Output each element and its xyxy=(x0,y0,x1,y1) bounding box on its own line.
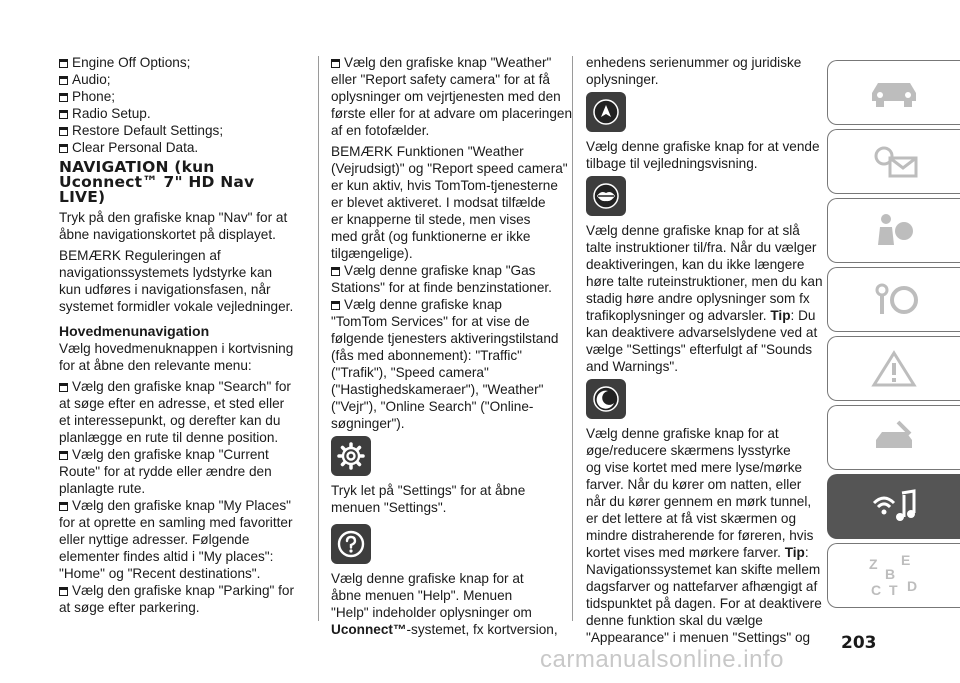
index-letters-icon xyxy=(859,551,929,601)
text-line: med gråt (og funktionerne er ikke xyxy=(331,229,531,244)
tip-label: Tip xyxy=(784,545,805,560)
paragraph xyxy=(586,222,823,375)
text-line: Route" for at rydde eller ændre den xyxy=(59,464,272,479)
text-line: systemet formidler vokale vejledninger. xyxy=(59,299,294,314)
text-line: stadig høre andre oplysninger som fx xyxy=(586,291,810,306)
column-divider xyxy=(318,56,319,621)
text-line: BEMÆRK Funktionen "Weather xyxy=(331,144,524,159)
paragraph xyxy=(586,138,818,172)
text-line: åbne menuen "Help". Menuen xyxy=(331,588,513,603)
key-steering-icon xyxy=(864,278,924,322)
paragraph xyxy=(59,209,299,243)
text-line: tilgængelige). xyxy=(331,246,413,261)
text-line: høre talte ruteinstruktioner, men du kan xyxy=(586,274,823,289)
text-line: et interessepunkt, og derefter kan du xyxy=(59,413,281,428)
text-line: ("Vejr"), "Online Search" ("Online- xyxy=(331,399,534,414)
text-line: planlægge en rute til denne position. xyxy=(59,430,279,445)
text-line: oplysninger. xyxy=(586,72,659,87)
text-line: første eller for at advare om placeringen xyxy=(331,106,573,121)
list-item: Engine Off Options; xyxy=(59,54,299,71)
text-line: (Vejrudsigt)" og "Report speed camera" xyxy=(331,161,568,176)
text-line: Vælg denne grafiske knap for at slå xyxy=(586,223,800,238)
list-item xyxy=(331,296,559,432)
text-line: Stations" for at finde benzinstationer. xyxy=(331,280,552,295)
column-middle xyxy=(331,54,573,638)
text-line: af en fotofælder. xyxy=(331,123,430,138)
text-line: at søge efter parkering. xyxy=(59,600,200,615)
text-line: "Appearance" i menuen "Settings" og xyxy=(586,630,811,645)
index-letter: T xyxy=(889,581,898,598)
settings-gear-icon xyxy=(331,436,371,476)
index-letter: Z xyxy=(869,555,878,572)
text-line: Tryk på den grafiske knap "Nav" for at xyxy=(59,210,288,225)
text-line: farver. Når du kører om natten, eller xyxy=(586,477,802,492)
day-night-moon-icon xyxy=(586,379,626,419)
text-line: er det lettere at få vist skærmen og xyxy=(586,511,797,526)
text-line: Vælg den grafiske knap "Parking" for xyxy=(59,582,299,599)
paragraph xyxy=(59,340,299,374)
text-line xyxy=(586,544,818,561)
tab-road-warning[interactable] xyxy=(827,336,960,401)
text-line: følgende tjenesters aktiveringstilstand xyxy=(331,331,559,346)
text-line: er blevet aktiveret. I modsat tilfælde xyxy=(331,195,546,210)
text-line: deaktiveringen, kan du ikke længere xyxy=(586,257,805,272)
navigation-arrow-icon xyxy=(586,92,626,132)
index-letter: B xyxy=(885,565,896,582)
text-line: BEMÆRK Reguleringen af xyxy=(59,248,221,263)
text-line: Navigationssystemet kan skifte mellem xyxy=(586,562,821,577)
text-line: "Help" indeholder oplysninger om xyxy=(331,605,532,620)
text-line: Vælg den grafiske knap "My Places" xyxy=(59,497,299,514)
paragraph xyxy=(586,54,818,88)
airbag-seat-icon xyxy=(864,209,924,253)
tab-wrench-car[interactable] xyxy=(827,405,960,470)
tab-index[interactable] xyxy=(827,543,960,608)
paragraph xyxy=(331,570,559,638)
text-line: kan deaktivere advarselslydene ved at xyxy=(586,325,818,340)
text-line: "TomTom Services" for at vise de xyxy=(331,314,530,329)
list-item: Audio; xyxy=(59,71,299,88)
road-warning-icon xyxy=(864,347,924,391)
brand-name: Uconnect™ xyxy=(331,622,407,637)
text-line: Vælg denne grafiske knap "Gas xyxy=(331,262,559,279)
text-line: Tryk let på "Settings" for at åbne xyxy=(331,483,526,498)
text-line: Vælg denne grafiske knap xyxy=(331,296,559,313)
text-line: tilbage til vejledningsvisning. xyxy=(586,156,758,171)
list-item xyxy=(59,582,299,616)
text-span: kortet vises med mørkere farver. xyxy=(586,545,781,560)
page-number: 203 xyxy=(841,633,877,653)
text-line: når du kører gennem en mørk tunnel, xyxy=(586,494,812,509)
index-letter: C xyxy=(871,581,882,598)
heading-line: Uconnect™ 7" HD Nav xyxy=(59,173,255,191)
text-line: oplysninger om vejrtjenesten med den xyxy=(331,89,561,104)
text-line: eller nyttige adresser. Følgende xyxy=(59,532,250,547)
text-line: og vise kortet med mere lyse/mørke xyxy=(586,460,803,475)
text-line: er knapperne til stede, men vises xyxy=(331,212,531,227)
tip-label: Tip xyxy=(770,308,791,323)
text-line: elementer findes altid i "My places": xyxy=(59,549,274,564)
text-line: eller "Report safety camera" for at få xyxy=(331,72,550,87)
text-line: åbne navigationskortet på displayet. xyxy=(59,227,276,242)
list-item xyxy=(331,262,559,296)
text-line: er kun aktiv, hvis TomTom-tjenesterne xyxy=(331,178,558,193)
text-line: tidspunktet på dagen. For at deaktivere xyxy=(586,596,822,611)
text-line: ("Trafik"), "Speed camera" xyxy=(331,365,489,380)
text-line: talte instruktioner til/fra. Når du vælger xyxy=(586,240,817,255)
text-line: menuen "Settings". xyxy=(331,500,447,515)
help-question-icon xyxy=(331,524,371,564)
tab-weather-mail[interactable] xyxy=(827,129,960,194)
text-line xyxy=(331,621,559,638)
text-line: søgninger"). xyxy=(331,416,405,431)
text-line: vælge "Settings" efterfulgt af "Sounds xyxy=(586,342,813,357)
tab-airbag-seat[interactable] xyxy=(827,198,960,263)
text-line: mindre distraherende for føreren, hvis xyxy=(586,528,814,543)
tab-key-steering[interactable] xyxy=(827,267,960,332)
weather-mail-icon xyxy=(864,140,924,184)
text-line: denne funktion skal du vælge xyxy=(586,613,763,628)
text-span: -systemet, fx kortversion, xyxy=(406,622,558,637)
heading-line: NAVIGATION (kun xyxy=(59,158,215,176)
chapter-tabs xyxy=(827,60,960,612)
paragraph xyxy=(586,425,822,646)
text-line: "Home" og "Recent destinations". xyxy=(59,566,261,581)
text-span: : Du xyxy=(790,308,816,323)
list-item: Phone; xyxy=(59,88,299,105)
section-heading-navigation xyxy=(59,160,299,205)
list-item: Restore Default Settings; xyxy=(59,122,299,139)
text-line: (fås med abonnement): "Traffic" xyxy=(331,348,522,363)
text-line: Vælg den grafiske knap "Weather" xyxy=(331,54,559,71)
text-span: : xyxy=(804,545,809,560)
text-line: Vælg den grafiske knap "Current xyxy=(59,446,299,463)
text-line: Vælg hovedmenuknappen i kortvisning xyxy=(59,341,294,356)
text-line: kun udføres i navigationsfasen, når xyxy=(59,282,271,297)
list-item xyxy=(59,446,299,497)
paragraph xyxy=(331,482,559,516)
list-item xyxy=(59,497,299,582)
car-icon xyxy=(864,73,924,113)
multimedia-icon xyxy=(864,485,924,529)
text-line: for at åbne den relevante menu: xyxy=(59,358,252,373)
text-line: enhedens serienummer og juridiske xyxy=(586,55,802,70)
text-line: Vælg denne grafiske knap for at xyxy=(331,571,524,586)
text-line xyxy=(586,307,818,324)
note-paragraph xyxy=(331,143,568,262)
index-letter: D xyxy=(907,577,918,594)
tab-multimedia[interactable] xyxy=(827,474,960,539)
subheading-main-menu: Hovedmenunavigation xyxy=(59,323,210,339)
note-paragraph xyxy=(59,247,299,315)
heading-line: LIVE) xyxy=(59,188,106,206)
text-line: planlagte rute. xyxy=(59,481,146,496)
text-line: navigationssystemets lydstyrke kan xyxy=(59,265,273,280)
index-letter: E xyxy=(901,551,911,568)
column-left xyxy=(59,54,299,616)
list-item xyxy=(59,378,299,446)
wrench-car-icon xyxy=(864,416,924,460)
text-line: at søge efter en adresse, et sted eller xyxy=(59,396,285,411)
list-item xyxy=(331,54,573,139)
text-line: dagsfarver og nattefarver afhængigt af xyxy=(586,579,818,594)
list-item: Radio Setup. xyxy=(59,105,299,122)
voice-lips-icon xyxy=(586,176,626,216)
text-line: ("Hastighedskameraer"), "Weather" xyxy=(331,382,544,397)
text-line: Vælg den grafiske knap "Search" for xyxy=(59,378,299,395)
column-right xyxy=(586,54,823,646)
text-line: and Warnings". xyxy=(586,359,678,374)
list-item: Clear Personal Data. xyxy=(59,139,299,156)
watermark: carmanualsonline.info xyxy=(540,646,784,673)
text-line: Vælg denne grafiske knap for at vende xyxy=(586,139,820,154)
text-line: Vælg denne grafiske knap for at xyxy=(586,426,779,441)
column-divider xyxy=(572,56,573,621)
text-span: trafikoplysninger og advarsler. xyxy=(586,308,767,323)
text-line: for at oprette en samling med favoritter xyxy=(59,515,293,530)
text-line: øge/reducere skærmens lysstyrke xyxy=(586,443,791,458)
tab-car[interactable] xyxy=(827,60,960,125)
